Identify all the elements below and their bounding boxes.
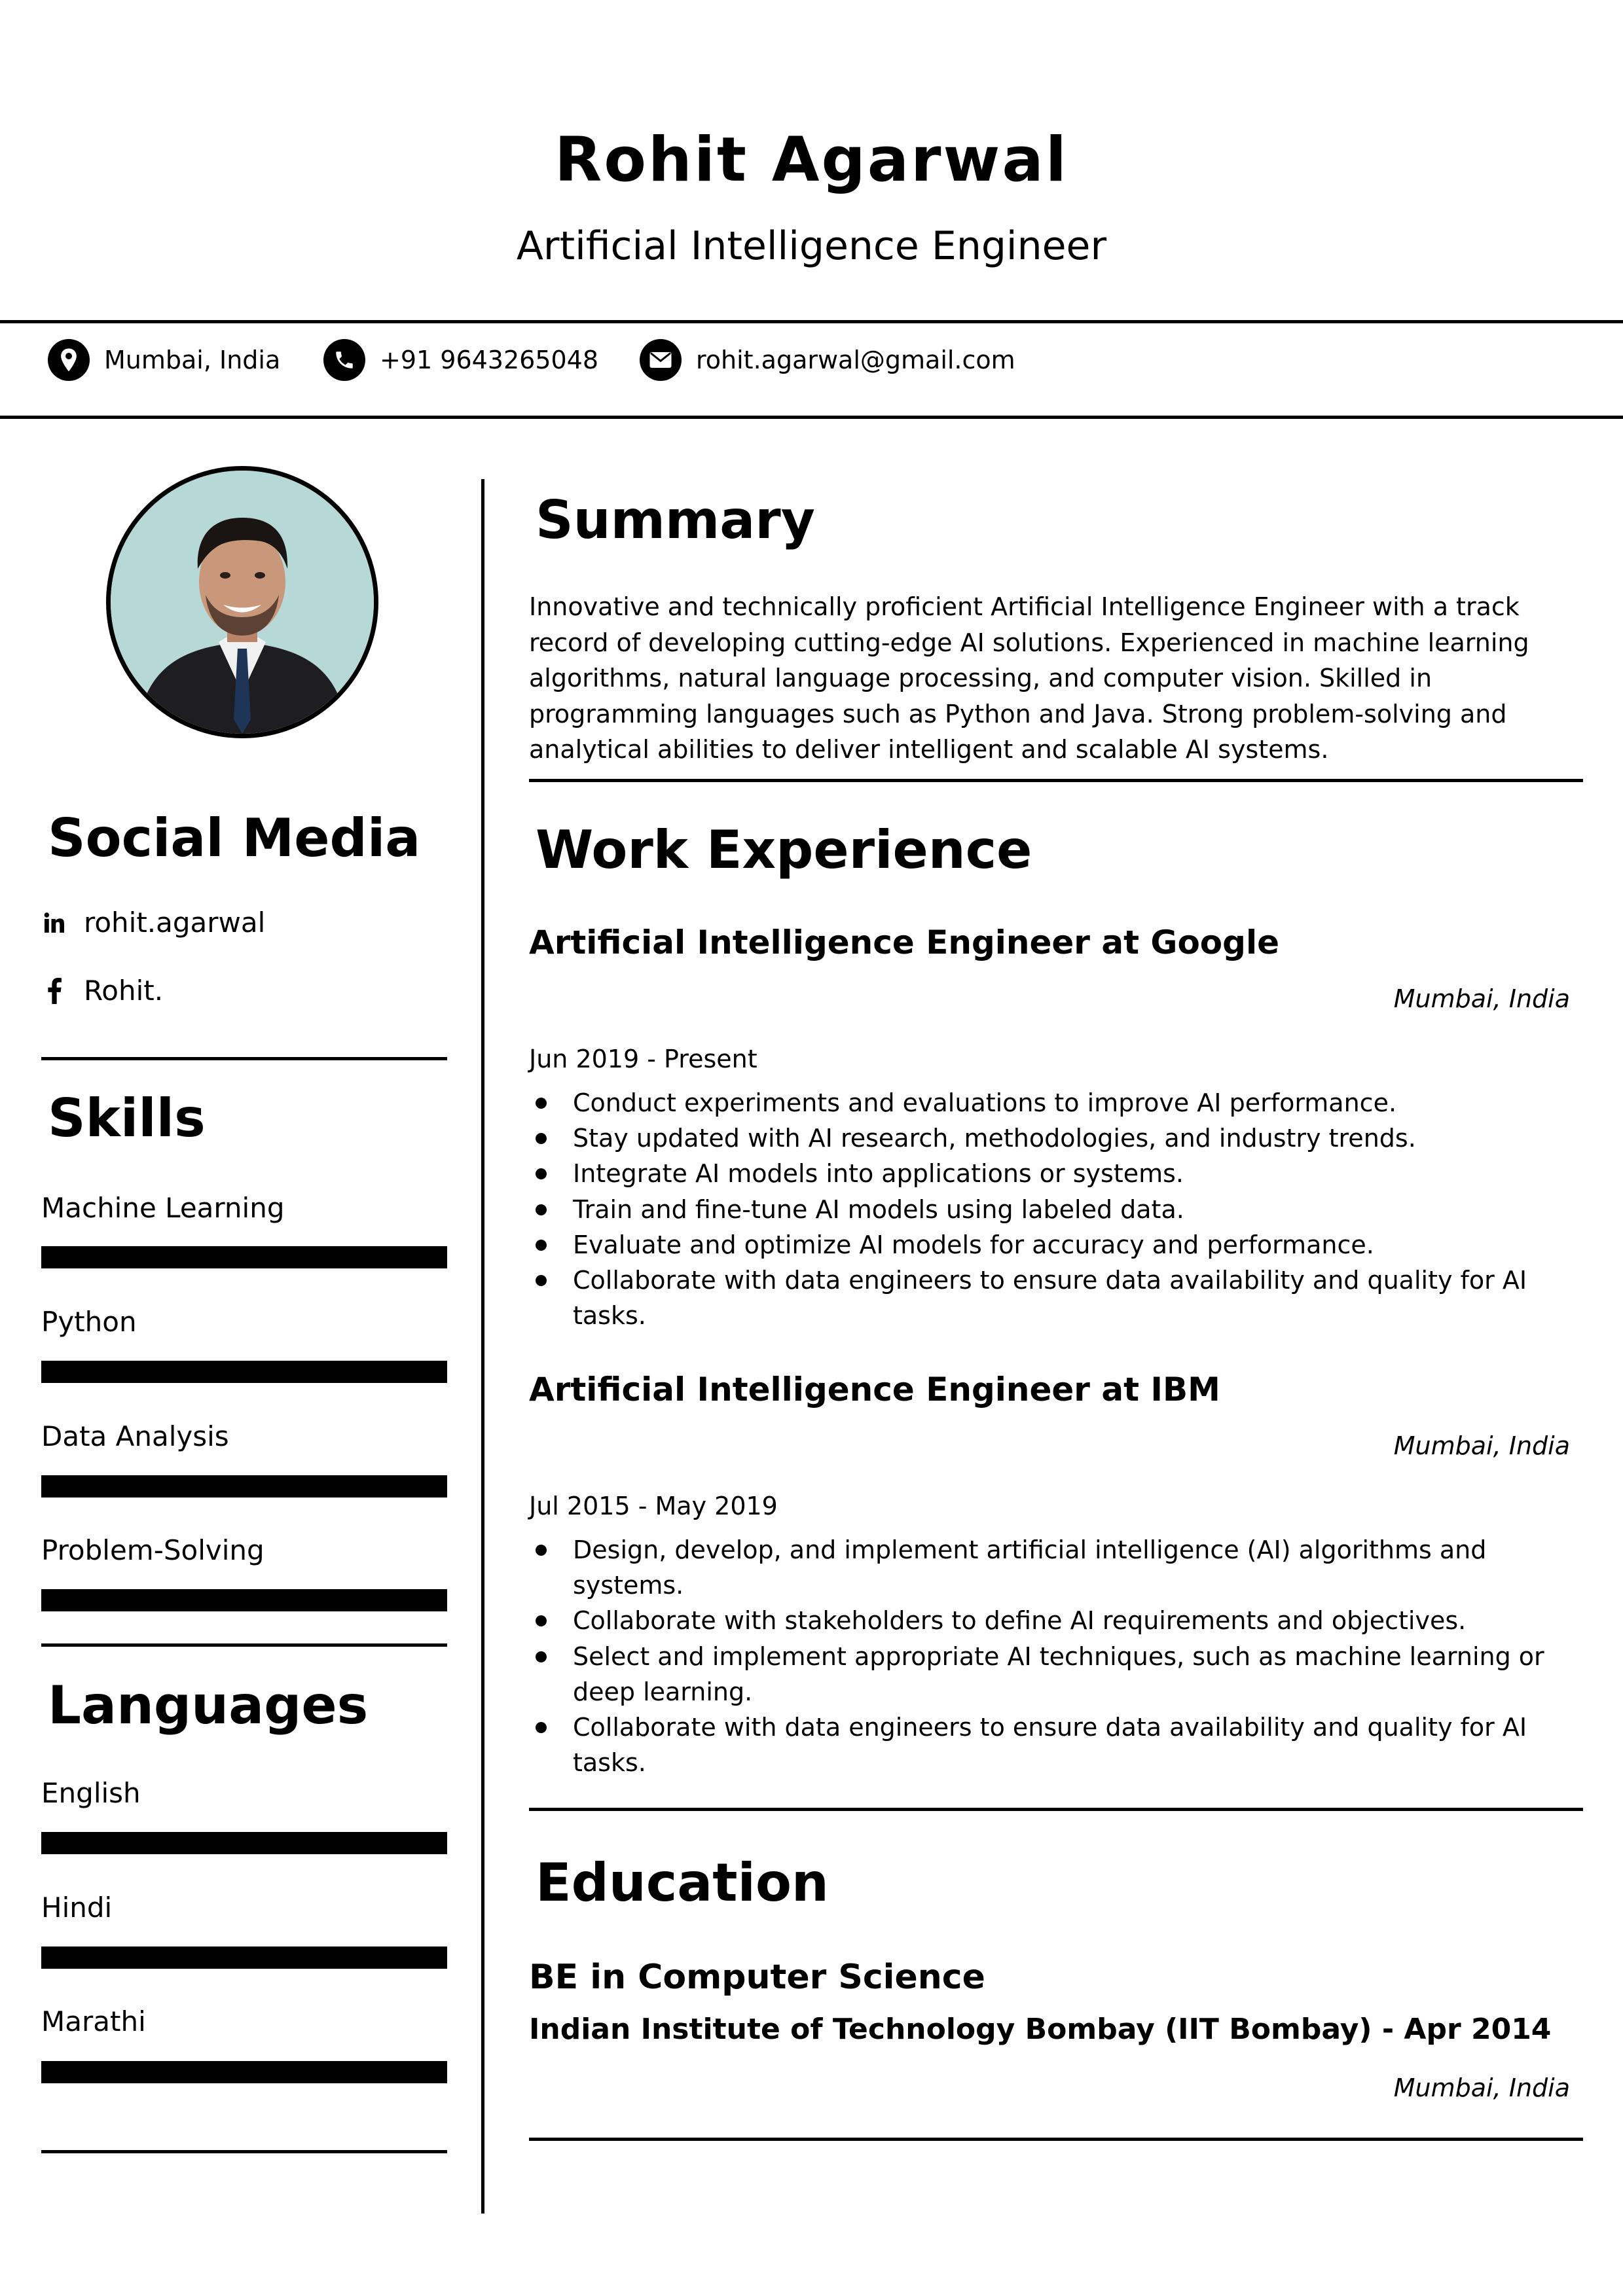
job-bullet: Collaborate with data engineers to ensure data availability and quality for AI tasks. — [529, 1263, 1557, 1333]
social-linkedin-label: rohit.agarwal — [84, 906, 266, 939]
skill-bar — [41, 1475, 447, 1498]
summary-heading: Summary — [536, 490, 815, 550]
skill-label: Python — [41, 1306, 137, 1338]
section-divider — [529, 1808, 1583, 1811]
facebook-icon — [41, 978, 67, 1004]
resume-title: Artificial Intelligence Engineer — [516, 223, 1107, 269]
language-label: Marathi — [41, 2005, 146, 2037]
job-bullet: Collaborate with data engineers to ensure data availability and quality for AI tasks. — [529, 1710, 1557, 1780]
map-pin-icon — [48, 339, 90, 381]
section-divider — [529, 2138, 1583, 2141]
sidebar-divider — [41, 1057, 447, 1060]
job-title: Artificial Intelligence Engineer at IBM — [529, 1371, 1220, 1408]
job-bullet: Evaluate and optimize AI models for accuracy and performance. — [529, 1227, 1557, 1263]
resume-name: Rohit Agarwal — [554, 124, 1069, 196]
skill-bar — [41, 1246, 447, 1268]
job-title: Artificial Intelligence Engineer at Google — [529, 924, 1279, 961]
social-media-heading: Social Media — [48, 808, 421, 869]
skill-label: Data Analysis — [41, 1420, 229, 1452]
contact-phone-text: +91 9643265048 — [380, 346, 599, 374]
skill-bar — [41, 1589, 447, 1611]
job-dates: Jun 2019 - Present — [529, 1045, 757, 1073]
contact-phone[interactable] — [323, 339, 598, 381]
skills-heading: Skills — [48, 1088, 206, 1149]
phone-icon — [323, 339, 365, 381]
education-degree: BE in Computer Science — [529, 1958, 985, 1997]
language-bar — [41, 2061, 447, 2083]
job-bullet: Select and implement appropriate AI techniques, such as machine learning or deep learning. — [529, 1639, 1557, 1710]
language-label: English — [41, 1777, 141, 1809]
job-location: Mumbai, India — [1393, 1431, 1570, 1460]
sidebar-divider — [41, 2150, 447, 2153]
summary-text: Innovative and technically proficient Artificial Intelligence Engineer with a track record of developing cutting-edge AI solutions. Experienced in machine learning algorithms, natural language processing, and computer vision. Skilled in programming languages such as Python and Java. Strong problem-solving and analytical abilities to deliver intelligent and scalable AI systems. — [529, 592, 1529, 764]
social-item-linkedin[interactable] — [41, 906, 265, 939]
column-divider — [481, 479, 484, 2214]
contact-email[interactable] — [640, 339, 1015, 381]
header-divider-top — [0, 320, 1623, 323]
education-heading: Education — [536, 1852, 829, 1913]
languages-heading: Languages — [48, 1675, 369, 1736]
linkedin-icon — [41, 910, 67, 936]
skill-bar — [41, 1361, 447, 1383]
social-item-facebook[interactable] — [41, 975, 163, 1007]
section-divider — [529, 779, 1583, 782]
language-bar — [41, 1832, 447, 1854]
job-bullet: Collaborate with stakeholders to define AI requirements and objectives. — [529, 1603, 1557, 1638]
contact-location — [48, 339, 280, 381]
header-divider-bottom — [0, 416, 1623, 419]
envelope-icon — [640, 339, 682, 381]
job-bullets — [529, 1085, 1557, 1333]
job-bullet: Conduct experiments and evaluations to improve AI performance. — [529, 1085, 1557, 1121]
job-bullet: Design, develop, and implement artificial intelligence (AI) algorithms and systems. — [529, 1532, 1557, 1603]
skill-label: Problem-Solving — [41, 1534, 264, 1566]
job-dates: Jul 2015 - May 2019 — [529, 1492, 778, 1520]
education-location: Mumbai, India — [1393, 2073, 1570, 2102]
contact-email-text: rohit.agarwal@gmail.com — [696, 346, 1015, 374]
job-bullet: Stay updated with AI research, methodologies, and industry trends. — [529, 1121, 1557, 1156]
profile-photo — [106, 466, 378, 738]
job-location: Mumbai, India — [1393, 984, 1570, 1013]
job-bullets — [529, 1532, 1557, 1780]
social-facebook-label: Rohit. — [84, 975, 164, 1007]
contact-location-text: Mumbai, India — [104, 346, 281, 374]
job-bullet: Train and fine-tune AI models using labeled data. — [529, 1192, 1557, 1227]
language-label: Hindi — [41, 1892, 113, 1924]
job-bullet: Integrate AI models into applications or systems. — [529, 1156, 1557, 1191]
sidebar-divider — [41, 1643, 447, 1647]
education-school: Indian Institute of Technology Bombay (IIT Bombay) - Apr 2014 — [529, 2013, 1552, 2046]
language-bar — [41, 1946, 447, 1969]
skill-label: Machine Learning — [41, 1192, 285, 1224]
work-experience-heading: Work Experience — [536, 819, 1032, 880]
